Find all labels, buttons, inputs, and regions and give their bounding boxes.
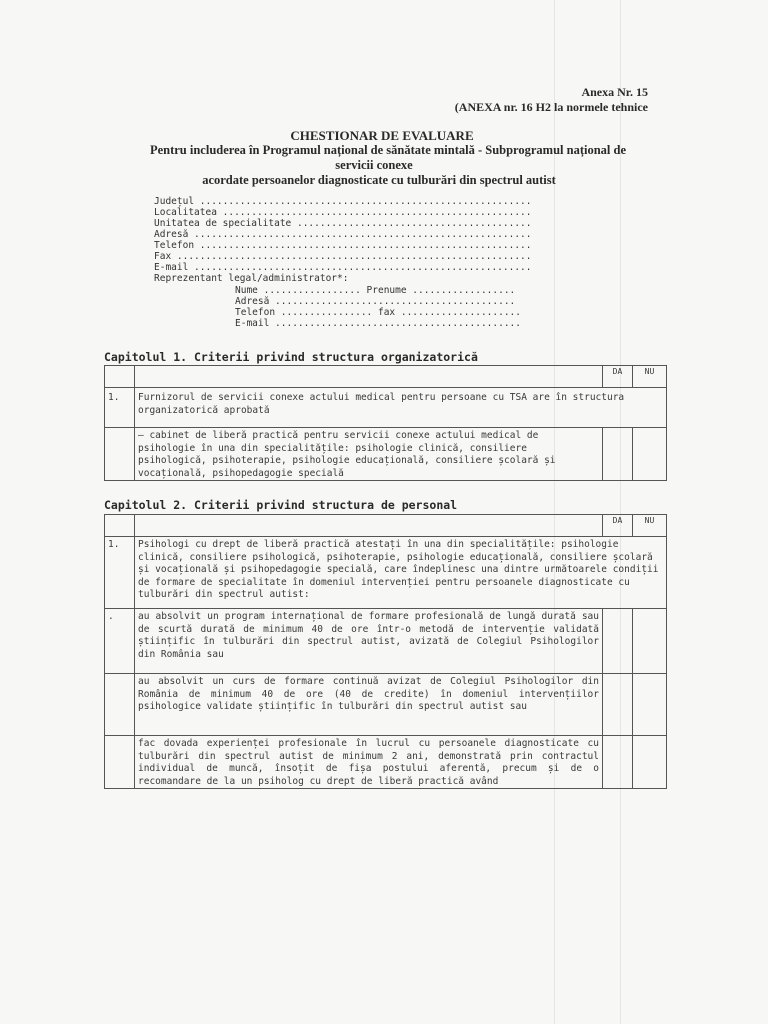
- row-text: au absolvit un program internațional de formare profesională de lungă durată sau de scurtă durată de minimum 40 de ore într-o metodă de intervenție validată științific în tulburări din spectrul autist, avizată de Colegiul Psihologilor din România sau: [135, 609, 603, 674]
- field-rep-adresa: Adresă ..........................................: [235, 296, 516, 307]
- row-number: [105, 736, 135, 789]
- field-email: E-mail ...........................................................: [154, 262, 532, 273]
- field-telefon: Telefon ..........................................................: [154, 240, 532, 251]
- table-row: [105, 388, 667, 428]
- field-rep-telefon: Telefon ................ fax .....................: [235, 307, 521, 318]
- table-row: [105, 674, 667, 736]
- chapter-1-heading: Capitolul 1. Criterii privind structura organizatorică: [104, 350, 478, 364]
- header-cell: [105, 366, 135, 388]
- col-da: DA: [603, 366, 633, 388]
- field-rep-email: E-mail ...........................................: [235, 318, 521, 329]
- title-line-2: Pentru includerea în Programul național de sănătate mintală - Subprogramul național de: [149, 143, 627, 157]
- header-cell: [135, 366, 603, 388]
- field-judetul: Județul ..........................................................: [154, 196, 532, 207]
- checkbox-nu[interactable]: [633, 609, 667, 674]
- field-rep-nume: Nume ................. Prenume ..................: [235, 285, 516, 296]
- row-number: 1.: [105, 537, 135, 609]
- field-unitatea: Unitatea de specialitate .........................................: [154, 218, 532, 229]
- field-reprezentant: Reprezentant legal/administrator*:: [154, 273, 349, 284]
- table-row: [105, 609, 667, 674]
- checkbox-da[interactable]: [603, 609, 633, 674]
- chapter-2-table: [104, 514, 667, 789]
- row-number: [105, 428, 135, 481]
- row-number: .: [105, 609, 135, 674]
- field-localitatea: Localitatea ......................................................: [154, 207, 532, 218]
- header-cell: [105, 515, 135, 537]
- checkbox-da[interactable]: [603, 428, 633, 481]
- checkbox-nu[interactable]: [633, 674, 667, 736]
- title-line-4: acordate persoanelor diagnosticate cu tulburări din spectrul autist: [202, 173, 556, 187]
- checkbox-da[interactable]: [603, 674, 633, 736]
- col-da: DA: [603, 515, 633, 537]
- header-cell: [135, 515, 603, 537]
- title-line-3: servicii conexe: [335, 158, 413, 172]
- row-text: – cabinet de liberă practică pentru servicii conexe actului medical de psihologie în una din specialitățile: psihologie clinică, consiliere psihologică, psihoterapie, psihologie educațională, consiliere școlară și vocațională, psihopedagogie specială: [135, 428, 603, 481]
- checkbox-nu[interactable]: [633, 428, 667, 481]
- row-text: fac dovada experienței profesionale în lucrul cu persoanele diagnosticate cu tulburări din spectrul autist de minimum 2 ani, demonstrată prin contractul individual de muncă, însoțit de fișa postului aferentă, precum și de o recomandare de la un psiholog cu drept de liberă practică având: [135, 736, 603, 789]
- field-adresa: Adresă ...........................................................: [154, 229, 532, 240]
- annex-reference: (ANEXA nr. 16 H2 la normele tehnice: [454, 100, 648, 114]
- row-text: au absolvit un curs de formare continuă avizat de Colegiul Psihologilor din România de minimum 40 de ore (40 de credite) în domeniul intervențiilor psihologice validate științific în tulburări din spectrul autist sau: [135, 674, 603, 736]
- field-fax: Fax ..............................................................: [154, 251, 532, 262]
- col-nu: NU: [633, 366, 667, 388]
- row-text: Psihologi cu drept de liberă practică atestați în una din specialitățile: psihologie clinică, consiliere psihologică, psihoterapie, psihologie educațională, consiliere școlară și vocațională și psihopedagogie specială, care îndeplinesc una dintre următoarele condiții de formare de specialitate în domeniul intervenției pentru persoanele diagnosticate cu tulburări din spectrul autist:: [135, 537, 667, 609]
- document-title: CHESTIONAR DE EVALUARE: [290, 128, 474, 143]
- row-text: Furnizorul de servicii conexe actului medical pentru persoane cu TSA are în structura organizatorică aprobată: [135, 388, 667, 428]
- chapter-1-table: [104, 365, 667, 481]
- chapter-2-heading: Capitolul 2. Criterii privind structura de personal: [104, 498, 458, 512]
- col-nu: NU: [633, 515, 667, 537]
- table-row: [105, 537, 667, 609]
- annex-number: Anexa Nr. 15: [581, 85, 648, 99]
- table-row: [105, 736, 667, 789]
- row-number: [105, 674, 135, 736]
- checkbox-da[interactable]: [603, 736, 633, 789]
- table-header-row: [105, 366, 667, 388]
- checkbox-nu[interactable]: [633, 736, 667, 789]
- table-row: [105, 428, 667, 481]
- table-header-row: [105, 515, 667, 537]
- row-number: 1.: [105, 388, 135, 428]
